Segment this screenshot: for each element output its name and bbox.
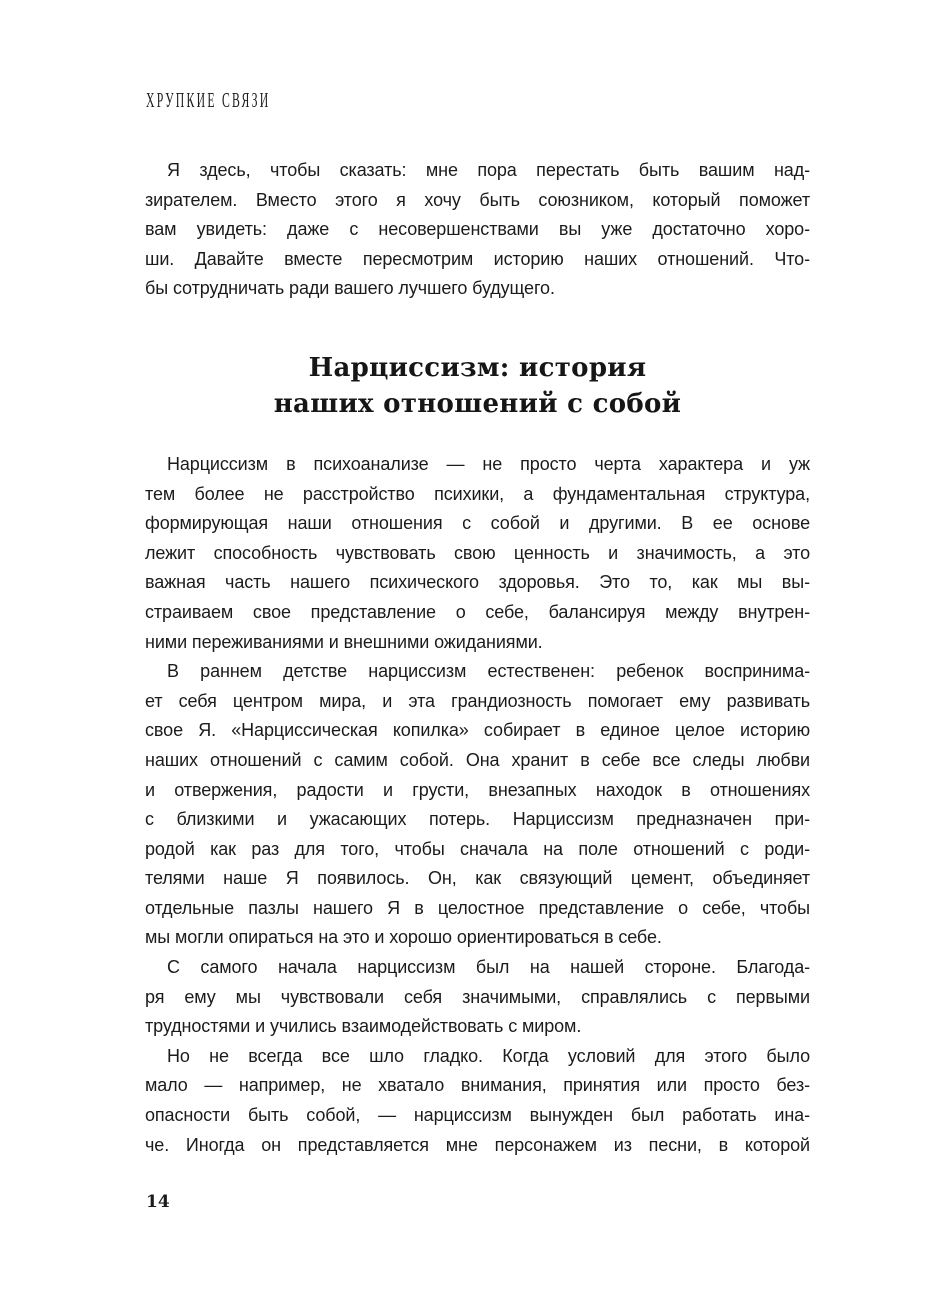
text-line: отдельные пазлы нашего Я в целостное представление о себе, чтобы [145,897,810,918]
paragraph [145,657,810,953]
paragraph [145,953,810,1042]
text-line: тем более не расстройство психики, а фундаментальная структура, [145,483,810,504]
running-header: ХРУПКИЕ СВЯЗИ [146,88,271,112]
text-line: Нарциссизм в психоанализе — не просто черта характера и уж [167,453,810,474]
text-line: ши. Давайте вместе пересмотрим историю наших отношений. Что- [145,248,810,269]
text-line: мало — например, не хватало внимания, принятия или просто без- [145,1075,810,1096]
text-line: ними переживаниями и внешними ожиданиями. [145,631,543,652]
text-line: опасности быть собой, — нарциссизм вынужден был работать ина- [145,1105,810,1126]
text-line: и отвержения, радости и грусти, внезапных находок в отношениях [145,779,810,800]
text-line: ет себя центром мира, и эта грандиозность помогает ему развивать [145,690,810,711]
heading-line: Нарциссизм: история [308,352,647,383]
text-line: свое Я. «Нарциссическая копилка» собирает в единое целое историю [145,720,810,741]
text-line: трудностями и учились взаимодействовать с миром. [145,1016,582,1037]
text-line: вам увидеть: даже с несовершенствами вы уже достаточно хоро- [145,219,810,240]
paragraph [145,450,810,657]
paragraph [145,1042,810,1160]
text-line: бы сотрудничать ради вашего лучшего будущего. [145,278,555,299]
text-line: родой как раз для того, чтобы сначала на поле отношений с роди- [145,838,810,859]
text-line: В раннем детстве нарциссизм естественен: ребенок воспринима- [167,661,810,682]
text-line: че. Иногда он представляется мне персонажем из песни, в которой [145,1134,810,1155]
text-line: формирующая наши отношения с собой и другими. В ее основе [145,513,810,534]
text-line: зирателем. Вместо этого я хочу быть союзником, который поможет [145,189,810,210]
text-line: Я здесь, чтобы сказать: мне пора перестать быть вашим над- [167,160,810,180]
heading-line: наших отношений с собой [273,388,682,419]
text-line: Но не всегда все шло гладко. Когда условий для этого было [167,1045,810,1066]
text-line: с близкими и ужасающих потерь. Нарциссизм предназначен при- [145,809,810,830]
text-line: страиваем свое представление о себе, балансируя между внутрен- [145,601,810,622]
text-line: наших отношений с самим собой. Она хранит в себе все следы любви [145,749,810,770]
paragraph [145,156,810,304]
text-line: лежит способность чувствовать свою ценность и значимость, а это [145,542,810,563]
page-number: 14 [146,1192,170,1212]
chapter-heading [145,350,810,422]
text-line: телями наше Я появилось. Он, как связующий цемент, объединяет [145,868,810,889]
text-line: ря ему мы чувствовали себя значимыми, справлялись с первыми [145,986,810,1007]
text-column [145,156,810,1160]
text-line: важная часть нашего психического здоровья. Это то, как мы вы- [145,572,810,593]
text-line: мы могли опираться на это и хорошо ориентироваться в себе. [145,927,662,948]
text-line: С самого начала нарциссизм был на нашей стороне. Благода- [167,957,810,978]
